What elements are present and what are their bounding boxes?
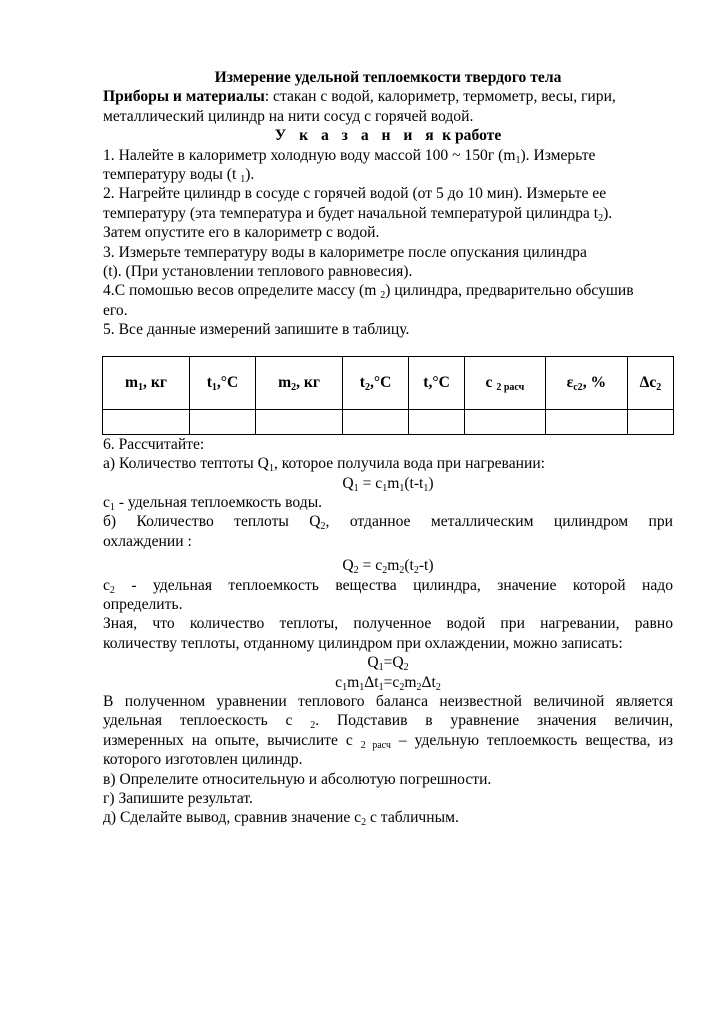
step-1-line-2 [103, 165, 673, 184]
header-m2: $m_2$, кг [256, 356, 343, 409]
table-cell[interactable] [465, 409, 546, 434]
table-cell[interactable] [103, 409, 190, 434]
unknown-line-2: удельная теплоескость с $_2$. Подставив в уравнение значения величин, [103, 712, 673, 732]
instructions-heading [103, 126, 673, 145]
table-cell[interactable] [627, 409, 673, 434]
table-cell[interactable] [343, 409, 409, 434]
calc-b-line-2: охлаждении : [103, 532, 192, 550]
formula-q2: $Q_2 = c_2m_2(t_2-t)$ [342, 557, 434, 577]
step-2-sub: 2 [598, 212, 604, 224]
formula-q1: $Q_1 = c_1m_1(t-t_1)$ [342, 474, 434, 494]
header-delta-c2: $\Delta c_2$ [627, 356, 673, 409]
step-1-text: 1. Налейте в калориметр холодную воду массой 100 ~ 150г (m [103, 146, 516, 164]
document-page [103, 68, 673, 828]
step-2-line-2 [103, 204, 673, 223]
step-2-text-2: температуру (эта температура и будет начальной температурой цилиндра t [103, 204, 599, 222]
c2-definition: $c_2$ - удельная теплоемкость вещества цилиндра, значение которой надо [103, 576, 673, 596]
table-cell[interactable] [256, 409, 343, 434]
calc-v-line: в) Опрелелите относительную и абсолютую погрешности. [103, 770, 492, 788]
materials-line-1 [103, 87, 673, 106]
unknown-line-4: которого изготовлен цилиндр. [103, 751, 303, 769]
step-1-sub-2: 1 [240, 174, 246, 186]
header-t: t,°С [409, 356, 465, 409]
step-4-sub: 2 [380, 290, 386, 302]
materials-label: Приборы и материалы [103, 88, 265, 106]
unknown-line-1: В полученном уравнении теплового баланса неизвестной величиной является [103, 692, 673, 710]
calc-g-line: г) Запишите результат. [103, 790, 253, 807]
formula-balance: $Q_1=Q_2$ [367, 654, 409, 674]
step-3-line-1: 3. Измерьте температуру воды в калориметре после опускания цилиндра [103, 243, 587, 261]
calc-heading: 6. Рассчитайте: [103, 435, 205, 453]
step-1-line-1 [103, 146, 673, 165]
step-5-line: 5. Все данные измерений запишите в таблицу. [103, 321, 410, 339]
c1-definition: $c_1$ - удельная теплоемкость воды. [103, 493, 323, 513]
step-4-line-2: его. [103, 301, 128, 319]
c2-definition-2: определить. [103, 595, 183, 613]
table-header-row [103, 356, 674, 409]
measurements-table [102, 356, 674, 435]
document-title: Измерение удельной теплоемкости твердого тела [214, 69, 562, 86]
header-c2-calc: c $_{2 расч}$ [465, 356, 546, 409]
table-cell[interactable] [545, 409, 627, 434]
table-cell[interactable] [189, 409, 255, 434]
formula-expanded: $c_1m_1\Delta t_1=c_2m_2\Delta t_2$ [335, 673, 441, 693]
step-3-line-2: (t). (При установлении теплового равновесия). [103, 263, 413, 281]
header-eps-c2: $\varepsilon_{c2}$, % [545, 356, 627, 409]
step-1-end-2: ). [245, 166, 255, 184]
calc-d-line: д) Сделайте вывод, сравнив значение $с_2$ с табличным. [103, 809, 459, 829]
instructions-heading-spaced: У к а з а н и я [274, 127, 439, 145]
table-row [103, 409, 674, 434]
header-t1: $t_1,^\circ С$ [189, 356, 255, 409]
step-2-end: ). [603, 204, 613, 222]
instructions-heading-rest: к работе [442, 127, 502, 145]
unknown-line-3: измеренных на опыте, вычислите с $_{2 расч}$ – удельную теплоемкость вещества, из [103, 731, 673, 751]
table-cell[interactable] [409, 409, 465, 434]
step-2-line-3: Затем опустите его в калориметр с водой. [103, 224, 380, 242]
calc-b-line-1: б) Количество теплоты $Q_2$, отданное металлическим цилиндром при [103, 513, 673, 533]
step-4-end: ) цилиндра, предварительно обсушив [385, 282, 634, 300]
step-1-text-2: температуру воды (t [103, 166, 241, 184]
step-1-end: ). Измерьте [520, 146, 596, 164]
step-4-text: 4.С помошью весов определите массу (m [103, 282, 381, 300]
step-4-line-1 [103, 281, 673, 300]
step-1-sub: 1 [515, 154, 521, 166]
step-2-line-1: 2. Нагрейте цилиндр в сосуде с горячей водой (от 5 до 10 мин). Измерьте ее [103, 185, 607, 203]
calc-a-line: а) Количество тептоты $Q_1$, которое получила вода при нагревании: [103, 455, 545, 475]
knowing-line-2: количеству теплоты, отданному цилиндром при охлаждении, можно записать: [103, 634, 623, 652]
materials-text-1: : стакан с водой, калориметр, термометр, весы, гири, [264, 88, 616, 106]
materials-line-2: металлический цилиндр на нити сосуд с горячей водой. [103, 107, 474, 125]
header-m1: $m_1$, кг [103, 356, 190, 409]
header-t2: $t_2,^\circ С$ [343, 356, 409, 409]
knowing-line-1: Зная, что количество теплоты, полученное водой при нагревании, равно [103, 615, 673, 633]
